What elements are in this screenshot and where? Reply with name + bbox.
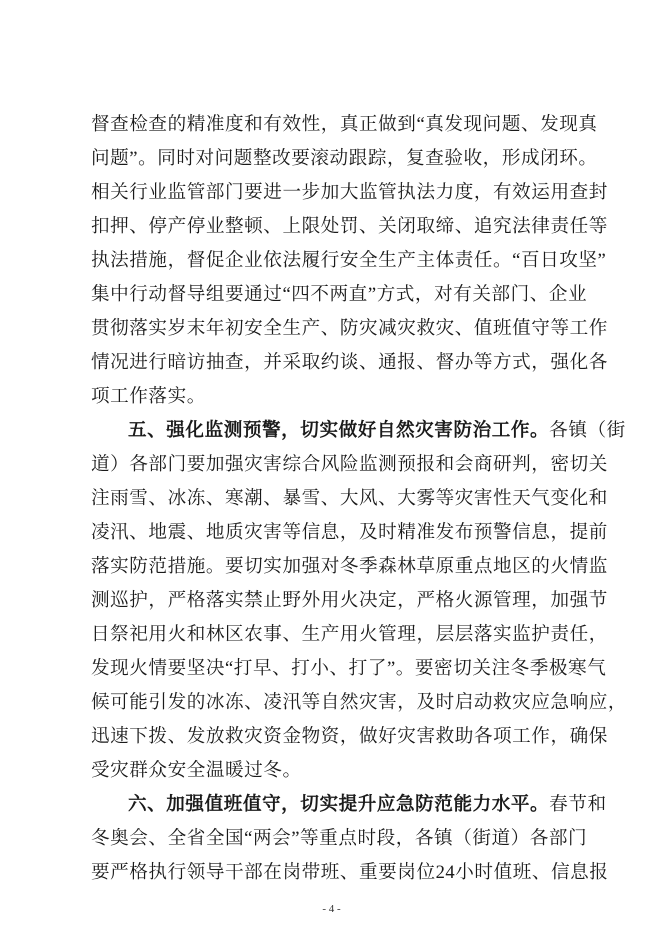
text-line: 扣押、停产停业整顿、上限处罚、关闭取缔、追究法律责任等 xyxy=(91,216,608,237)
text-line: 相关行业监管部门要进一步加大监管执法力度，有效运用查封 xyxy=(91,182,608,203)
text-line: 凌汛、地震、地质灾害等信息，及时精准发布预警信息，提前 xyxy=(91,522,608,543)
text-line: 落实防范措施。要切实加强对冬季森林草原重点地区的火情监 xyxy=(91,556,608,577)
text-line: 发现火情要坚决“打早、打小、打了”。要密切关注冬季极寒气 xyxy=(91,658,607,679)
page-number: - 4 - xyxy=(322,903,341,915)
section-6-first-line xyxy=(128,790,607,820)
text-line: 要严格执行领导干部在岗带班、重要岗位24小时值班、信息报 xyxy=(91,862,609,883)
section-5-heading: 五、强化监测预警，切实做好自然灾害防治工作。 xyxy=(128,420,550,441)
text-line: 迅速下拨、发放救灾资金物资，做好灾害救助各项工作，确保 xyxy=(91,726,608,747)
section-5-first-line-text: 各镇（街 xyxy=(549,420,626,441)
text-line: 情况进行暗访抽查，并采取约谈、通报、督办等方式，强化各 xyxy=(91,352,608,373)
section-6-first-line-text: 春节和 xyxy=(549,794,607,815)
text-line: 冬奥会、全省全国“两会”等重点时段，各镇（街道）各部门 xyxy=(91,828,588,849)
text-line: 执法措施，督促企业依法履行安全生产主体责任。“百日攻坚” xyxy=(91,250,607,271)
text-line: 测巡护，严格落实禁止野外用火决定，严格火源管理，加强节 xyxy=(91,590,608,611)
text-line: 受灾群众安全温暖过冬。 xyxy=(91,760,302,781)
text-line: 道）各部门要加强灾害综合风险监测预报和会商研判，密切关 xyxy=(91,454,608,475)
text-line: 项工作落实。 xyxy=(91,386,206,407)
text-line: 督查检查的精准度和有效性，真正做到“真发现问题、发现真 xyxy=(91,114,598,135)
section-6-heading: 六、加强值班值守，切实提升应急防范能力水平。 xyxy=(128,794,550,815)
text-line: 问题”。同时对问题整改要滚动跟踪，复查验收，形成闭环。 xyxy=(91,148,598,169)
text-line: 集中行动督导组要通过“四不两直”方式，对有关部门、企业 xyxy=(91,284,588,305)
section-5-first-line xyxy=(128,416,626,446)
text-line: 日祭祀用火和林区农事、生产用火管理，层层落实监护责任， xyxy=(91,624,608,645)
text-line: 注雨雪、冰冻、寒潮、暴雪、大风、大雾等灾害性天气变化和 xyxy=(91,488,608,509)
text-line: 候可能引发的冰冻、凌汛等自然灾害，及时启动救灾应急响应， xyxy=(91,692,628,713)
text-line: 贯彻落实岁末年初安全生产、防灾减灾救灾、值班值守等工作 xyxy=(91,318,608,339)
